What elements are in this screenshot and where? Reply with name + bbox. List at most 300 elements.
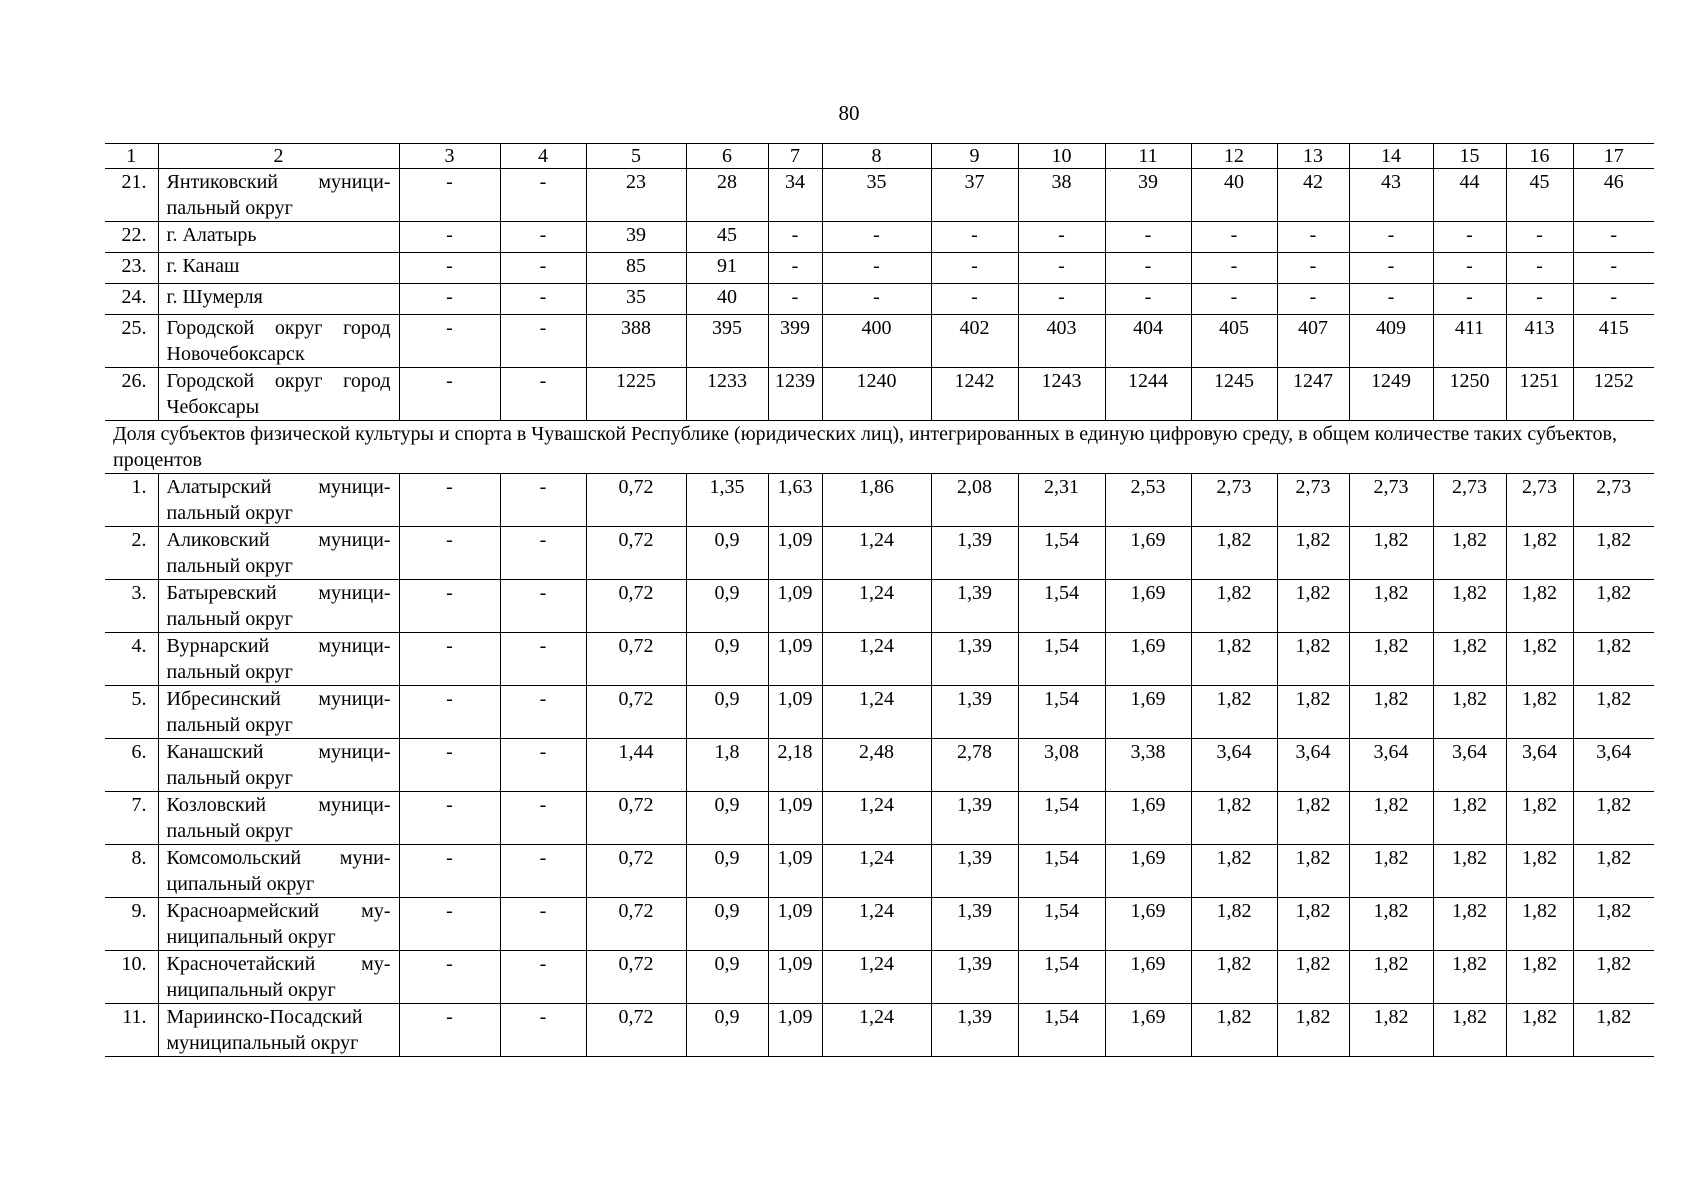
row-value: 1,82	[1433, 686, 1506, 739]
row-value: -	[399, 633, 500, 686]
row-value: 0,72	[586, 1004, 686, 1057]
row-value: 1249	[1349, 368, 1433, 421]
row-value: 3,64	[1191, 739, 1277, 792]
row-value: -	[500, 284, 586, 315]
row-value: -	[399, 898, 500, 951]
row-value: 1,82	[1506, 686, 1573, 739]
table-row	[105, 368, 1654, 421]
row-value: 1239	[768, 368, 822, 421]
row-value: 0,72	[586, 527, 686, 580]
row-name: Вурнарский муници-пальный округ	[158, 633, 399, 686]
row-value: -	[500, 222, 586, 253]
row-value: 46	[1573, 169, 1654, 222]
row-value: 415	[1573, 315, 1654, 368]
table-row	[105, 222, 1654, 253]
row-value: 3,64	[1277, 739, 1349, 792]
row-value: 1,44	[586, 739, 686, 792]
row-value: 1,24	[822, 951, 931, 1004]
row-value: 0,9	[686, 527, 768, 580]
column-number: 15	[1433, 144, 1506, 169]
row-value: 1225	[586, 368, 686, 421]
row-value: 1,09	[768, 845, 822, 898]
row-value: 1,69	[1105, 951, 1191, 1004]
row-value: 1251	[1506, 368, 1573, 421]
row-value: 45	[686, 222, 768, 253]
row-value: 35	[822, 169, 931, 222]
row-value: -	[500, 368, 586, 421]
row-value: 3,64	[1573, 739, 1654, 792]
row-value: -	[931, 253, 1018, 284]
row-value: -	[1191, 284, 1277, 315]
row-value: 1,82	[1573, 580, 1654, 633]
column-number: 16	[1506, 144, 1573, 169]
row-name: Канашский муници-пальный округ	[158, 739, 399, 792]
row-value: 1,82	[1433, 951, 1506, 1004]
row-value: 38	[1018, 169, 1105, 222]
row-value: -	[1573, 222, 1654, 253]
row-value: -	[768, 222, 822, 253]
row-value: -	[1191, 222, 1277, 253]
row-value: 3,08	[1018, 739, 1105, 792]
row-value: 0,72	[586, 474, 686, 527]
row-value: 1,82	[1573, 527, 1654, 580]
row-value: 1,69	[1105, 686, 1191, 739]
row-value: 1,54	[1018, 580, 1105, 633]
row-value: 1,39	[931, 580, 1018, 633]
row-value: 1,54	[1018, 686, 1105, 739]
row-value: -	[1277, 253, 1349, 284]
row-value: 388	[586, 315, 686, 368]
row-value: 3,38	[1105, 739, 1191, 792]
row-value: 1,39	[931, 898, 1018, 951]
row-value: 1,82	[1191, 1004, 1277, 1057]
row-value: 2,73	[1506, 474, 1573, 527]
row-value: 34	[768, 169, 822, 222]
row-value: 1,54	[1018, 1004, 1105, 1057]
row-value: 45	[1506, 169, 1573, 222]
row-value: 0,9	[686, 686, 768, 739]
row-value: 1,82	[1191, 633, 1277, 686]
table-row	[105, 686, 1654, 739]
row-name: Батыревский муници-пальный округ	[158, 580, 399, 633]
row-value: 1,82	[1277, 580, 1349, 633]
row-value: 1,82	[1506, 527, 1573, 580]
row-value: -	[1105, 253, 1191, 284]
row-value: 1,82	[1277, 951, 1349, 1004]
row-value: -	[500, 580, 586, 633]
column-number: 9	[931, 144, 1018, 169]
row-value: 1,09	[768, 898, 822, 951]
row-value: -	[1349, 284, 1433, 315]
row-value: 1,82	[1506, 1004, 1573, 1057]
row-value: -	[822, 253, 931, 284]
row-value: 3,64	[1433, 739, 1506, 792]
row-number: 8.	[105, 845, 158, 898]
row-number: 6.	[105, 739, 158, 792]
row-number: 24.	[105, 284, 158, 315]
row-value: 2,18	[768, 739, 822, 792]
row-value: 42	[1277, 169, 1349, 222]
row-value: 1,86	[822, 474, 931, 527]
row-value: 1,82	[1277, 1004, 1349, 1057]
row-number: 23.	[105, 253, 158, 284]
table-row	[105, 792, 1654, 845]
row-number: 9.	[105, 898, 158, 951]
row-value: 1,82	[1277, 633, 1349, 686]
row-value: 0,9	[686, 580, 768, 633]
row-value: 1,82	[1433, 1004, 1506, 1057]
row-value: -	[1018, 253, 1105, 284]
row-number: 1.	[105, 474, 158, 527]
row-value: 403	[1018, 315, 1105, 368]
row-number: 26.	[105, 368, 158, 421]
row-value: 1233	[686, 368, 768, 421]
column-number: 7	[768, 144, 822, 169]
row-value: 1,82	[1277, 686, 1349, 739]
row-value: -	[399, 222, 500, 253]
row-value: -	[1433, 253, 1506, 284]
row-value: 1,82	[1573, 686, 1654, 739]
row-value: -	[1277, 284, 1349, 315]
row-value: -	[399, 739, 500, 792]
row-value: 1,8	[686, 739, 768, 792]
row-value: 1242	[931, 368, 1018, 421]
row-name: Городской округ город Чебоксары	[158, 368, 399, 421]
row-value: 1,24	[822, 898, 931, 951]
row-value: 0,9	[686, 792, 768, 845]
row-value: -	[500, 169, 586, 222]
row-value: 1250	[1433, 368, 1506, 421]
row-value: 1,69	[1105, 633, 1191, 686]
row-value: -	[399, 1004, 500, 1057]
row-value: 2,08	[931, 474, 1018, 527]
row-value: 1,82	[1349, 898, 1433, 951]
column-number: 6	[686, 144, 768, 169]
row-value: 1,54	[1018, 951, 1105, 1004]
row-value: 1,09	[768, 686, 822, 739]
row-value: 1,82	[1349, 686, 1433, 739]
row-value: -	[399, 169, 500, 222]
row-value: 2,31	[1018, 474, 1105, 527]
row-value: 1,82	[1191, 580, 1277, 633]
row-value: 1,82	[1433, 527, 1506, 580]
section-row	[105, 421, 1654, 474]
row-value: 1,82	[1191, 898, 1277, 951]
row-value: 1,09	[768, 951, 822, 1004]
row-value: 1,69	[1105, 580, 1191, 633]
row-value: 1,69	[1105, 898, 1191, 951]
row-value: 411	[1433, 315, 1506, 368]
row-name: Мариинско-Посадский муниципальный округ	[158, 1004, 399, 1057]
row-value: 1,69	[1105, 845, 1191, 898]
row-value: 402	[931, 315, 1018, 368]
row-number: 2.	[105, 527, 158, 580]
row-value: 1,09	[768, 792, 822, 845]
row-value: -	[399, 315, 500, 368]
row-value: -	[399, 284, 500, 315]
row-value: 1,82	[1506, 580, 1573, 633]
row-value: 0,72	[586, 633, 686, 686]
row-value: -	[1349, 253, 1433, 284]
row-value: -	[1018, 284, 1105, 315]
column-number: 14	[1349, 144, 1433, 169]
row-value: 28	[686, 169, 768, 222]
row-value: 1245	[1191, 368, 1277, 421]
table-row	[105, 474, 1654, 527]
column-number: 2	[158, 144, 399, 169]
row-value: 1,54	[1018, 845, 1105, 898]
row-value: 400	[822, 315, 931, 368]
column-number: 11	[1105, 144, 1191, 169]
row-value: 399	[768, 315, 822, 368]
row-value: 1,82	[1506, 951, 1573, 1004]
row-value: 0,9	[686, 1004, 768, 1057]
column-number: 3	[399, 144, 500, 169]
row-value: 1,82	[1433, 898, 1506, 951]
data-table	[105, 143, 1654, 1057]
row-value: 1,82	[1191, 527, 1277, 580]
table-row	[105, 315, 1654, 368]
row-value: -	[1573, 253, 1654, 284]
row-value: 0,72	[586, 845, 686, 898]
table-row	[105, 898, 1654, 951]
row-number: 7.	[105, 792, 158, 845]
row-name: Ибресинский муници-пальный округ	[158, 686, 399, 739]
row-value: 1,82	[1191, 792, 1277, 845]
section-title: Доля субъектов физической культуры и спорта в Чувашской Республике (юридических лиц), интегрированных в единую цифровую среду, в общем количестве таких субъектов, процентов	[105, 421, 1654, 474]
row-number: 4.	[105, 633, 158, 686]
row-value: -	[399, 253, 500, 284]
row-value: 1,82	[1277, 845, 1349, 898]
row-value: 1,82	[1506, 792, 1573, 845]
row-value: 1,82	[1573, 898, 1654, 951]
row-value: 1252	[1573, 368, 1654, 421]
row-value: 2,73	[1277, 474, 1349, 527]
column-number: 17	[1573, 144, 1654, 169]
row-value: -	[1433, 284, 1506, 315]
row-value: 0,72	[586, 951, 686, 1004]
row-value: 1,09	[768, 633, 822, 686]
row-number: 25.	[105, 315, 158, 368]
row-value: 1,82	[1506, 898, 1573, 951]
row-value: 1240	[822, 368, 931, 421]
row-value: 1,39	[931, 686, 1018, 739]
row-value: -	[1191, 253, 1277, 284]
row-name: г. Шумерля	[158, 284, 399, 315]
row-value: 2,73	[1191, 474, 1277, 527]
row-value: -	[1506, 253, 1573, 284]
column-number: 4	[500, 144, 586, 169]
row-value: 1,82	[1191, 951, 1277, 1004]
column-number: 13	[1277, 144, 1349, 169]
table-row	[105, 633, 1654, 686]
row-value: -	[500, 474, 586, 527]
row-value: 409	[1349, 315, 1433, 368]
row-value: 1,82	[1573, 633, 1654, 686]
row-value: -	[500, 951, 586, 1004]
row-value: -	[500, 686, 586, 739]
row-number: 22.	[105, 222, 158, 253]
row-value: 0,9	[686, 633, 768, 686]
row-value: 1,82	[1506, 633, 1573, 686]
row-value: -	[500, 527, 586, 580]
row-value: -	[399, 951, 500, 1004]
row-value: 1,09	[768, 580, 822, 633]
row-value: 43	[1349, 169, 1433, 222]
row-value: -	[500, 315, 586, 368]
row-value: 1,54	[1018, 792, 1105, 845]
row-value: -	[399, 792, 500, 845]
row-value: 1,82	[1349, 527, 1433, 580]
page-number: 80	[838, 101, 860, 125]
row-number: 21.	[105, 169, 158, 222]
row-value: 0,72	[586, 580, 686, 633]
row-value: -	[500, 898, 586, 951]
row-value: 413	[1506, 315, 1573, 368]
row-value: 2,73	[1573, 474, 1654, 527]
row-value: 1,69	[1105, 527, 1191, 580]
row-value: 1,82	[1191, 686, 1277, 739]
row-value: 0,9	[686, 898, 768, 951]
column-number: 1	[105, 144, 158, 169]
row-value: 1,54	[1018, 527, 1105, 580]
row-name: Красноармейский му-ниципальный округ	[158, 898, 399, 951]
row-value: 39	[586, 222, 686, 253]
row-value: 1,54	[1018, 633, 1105, 686]
row-value: 35	[586, 284, 686, 315]
row-value: 1,82	[1349, 951, 1433, 1004]
row-value: -	[500, 845, 586, 898]
row-value: 1,24	[822, 1004, 931, 1057]
row-value: -	[500, 633, 586, 686]
row-value: 1,54	[1018, 898, 1105, 951]
row-value: -	[1433, 222, 1506, 253]
row-value: -	[399, 368, 500, 421]
row-value: 2,53	[1105, 474, 1191, 527]
row-value: 1243	[1018, 368, 1105, 421]
row-value: -	[1349, 222, 1433, 253]
row-value: 1,63	[768, 474, 822, 527]
row-value: 1,82	[1349, 633, 1433, 686]
table-row	[105, 951, 1654, 1004]
row-value: -	[1105, 222, 1191, 253]
row-value: 1,24	[822, 686, 931, 739]
table-row	[105, 284, 1654, 315]
column-number-row	[105, 144, 1654, 169]
row-name: г. Алатырь	[158, 222, 399, 253]
row-value: 1,39	[931, 527, 1018, 580]
row-value: 0,72	[586, 898, 686, 951]
row-value: 1,82	[1349, 1004, 1433, 1057]
row-value: -	[822, 284, 931, 315]
row-value: 1,82	[1433, 580, 1506, 633]
row-value: 1,39	[931, 845, 1018, 898]
row-value: 2,48	[822, 739, 931, 792]
row-value: -	[399, 527, 500, 580]
row-value: -	[500, 1004, 586, 1057]
table-row	[105, 169, 1654, 222]
row-value: 40	[686, 284, 768, 315]
row-value: 1,82	[1349, 845, 1433, 898]
row-value: 1,82	[1506, 845, 1573, 898]
row-value: 1,82	[1191, 845, 1277, 898]
row-value: 44	[1433, 169, 1506, 222]
row-value: -	[768, 253, 822, 284]
table-row	[105, 253, 1654, 284]
column-number: 8	[822, 144, 931, 169]
row-value: 1,82	[1573, 1004, 1654, 1057]
row-value: 1,82	[1349, 792, 1433, 845]
row-value: 1,82	[1349, 580, 1433, 633]
row-number: 5.	[105, 686, 158, 739]
row-value: -	[931, 284, 1018, 315]
row-name: Алатырский муници-пальный округ	[158, 474, 399, 527]
row-number: 3.	[105, 580, 158, 633]
row-value: -	[1018, 222, 1105, 253]
row-value: -	[768, 284, 822, 315]
row-value: 1,24	[822, 792, 931, 845]
row-value: 1244	[1105, 368, 1191, 421]
row-name: Комсомольский муни-ципальный округ	[158, 845, 399, 898]
row-value: -	[1105, 284, 1191, 315]
row-value: 1,82	[1573, 792, 1654, 845]
row-value: 1,39	[931, 951, 1018, 1004]
row-value: -	[500, 253, 586, 284]
table-row	[105, 739, 1654, 792]
row-value: 1,39	[931, 1004, 1018, 1057]
row-value: -	[1506, 284, 1573, 315]
row-value: 2,78	[931, 739, 1018, 792]
row-value: -	[399, 686, 500, 739]
row-name: Янтиковский муници-пальный округ	[158, 169, 399, 222]
row-value: 1,82	[1433, 633, 1506, 686]
row-number: 11.	[105, 1004, 158, 1057]
row-value: 23	[586, 169, 686, 222]
row-value: 1,39	[931, 633, 1018, 686]
row-value: 407	[1277, 315, 1349, 368]
row-value: -	[500, 792, 586, 845]
row-name: Козловский муници-пальный округ	[158, 792, 399, 845]
row-value: 1,82	[1277, 527, 1349, 580]
row-value: -	[399, 474, 500, 527]
row-name: Городской округ город Новочебоксарск	[158, 315, 399, 368]
row-value: 1,82	[1573, 845, 1654, 898]
row-value: 1,69	[1105, 792, 1191, 845]
row-value: 0,72	[586, 686, 686, 739]
row-value: 39	[1105, 169, 1191, 222]
row-value: 1247	[1277, 368, 1349, 421]
row-value: 395	[686, 315, 768, 368]
row-value: 1,24	[822, 527, 931, 580]
column-number: 10	[1018, 144, 1105, 169]
row-value: 1,39	[931, 792, 1018, 845]
row-value: 0,9	[686, 845, 768, 898]
row-value: 1,09	[768, 1004, 822, 1057]
table-row	[105, 527, 1654, 580]
row-value: 37	[931, 169, 1018, 222]
row-value: 1,82	[1573, 951, 1654, 1004]
row-value: 91	[686, 253, 768, 284]
row-value: 2,73	[1433, 474, 1506, 527]
row-value: 1,09	[768, 527, 822, 580]
row-value: -	[399, 845, 500, 898]
row-value: 85	[586, 253, 686, 284]
row-value: -	[1277, 222, 1349, 253]
row-value: 1,82	[1277, 792, 1349, 845]
row-value: 1,69	[1105, 1004, 1191, 1057]
row-name: Аликовский муници-пальный округ	[158, 527, 399, 580]
column-number: 5	[586, 144, 686, 169]
